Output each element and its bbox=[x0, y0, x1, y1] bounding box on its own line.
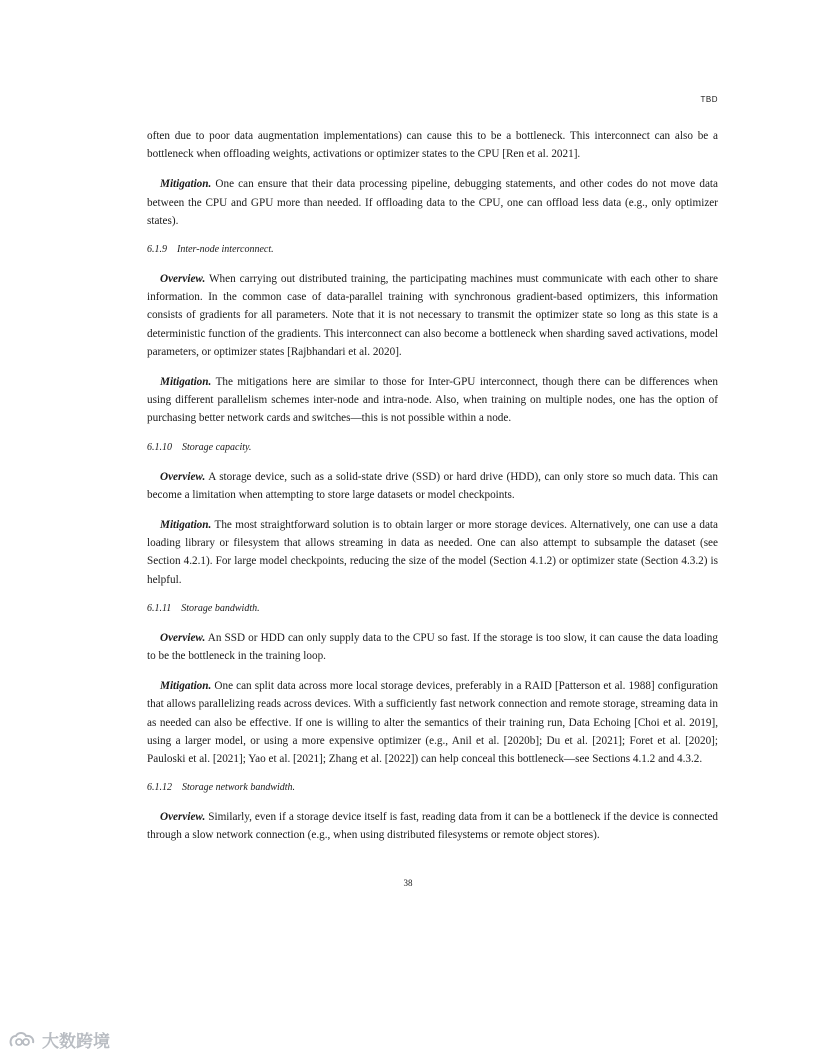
paragraph: Overview. When carrying out distributed training, the participating machines must communicate with each other to share information. In the common case of data-parallel training with synchronous gradient-based optimizers, this information consists of gradients for all parameters. Note that it is not necessary to transmit the optimizer state so long as this state is a deterministic function of the gradients. This interconnect can also become a bottleneck when sharding saved activations, model parameters, or optimizer states [Rajbhandari et al. 2020]. bbox=[147, 273, 718, 358]
run-in-heading: Mitigation. bbox=[160, 376, 212, 389]
subsection-heading: 6.1.11 Storage bandwidth. bbox=[147, 602, 260, 614]
run-in-heading: Mitigation. bbox=[160, 680, 212, 693]
paragraph: Overview. Similarly, even if a storage device itself is fast, reading data from it can be a bottleneck if the device is connected through a slow network connection (e.g., when using distributed filesystems or remote object stores). bbox=[147, 811, 719, 842]
paragraph: Mitigation. One can ensure that their data processing pipeline, debugging statements, and other codes do not move data between the CPU and GPU more than needed. If offloading data to the CPU, one can offload less data (e.g., only optimizer states). bbox=[147, 178, 719, 227]
run-in-heading: Mitigation. bbox=[160, 519, 212, 532]
watermark-text: 大数跨境 bbox=[42, 1032, 110, 1052]
subsection-heading: 6.1.9 Inter-node interconnect. bbox=[147, 244, 274, 256]
page-body bbox=[147, 127, 718, 857]
run-in-heading: Mitigation. bbox=[160, 178, 212, 191]
paragraph: Overview. An SSD or HDD can only supply data to the CPU so fast. If the storage is too slow, it can cause the data loading to be the bottleneck in the training loop. bbox=[147, 631, 718, 663]
page-number: 38 bbox=[403, 878, 413, 888]
paragraph: Mitigation. The most straightforward solution is to obtain larger or more storage devices. Alternatively, one can use a data loading library or filesystem that allows streaming in data as needed. One can also attempt to subsample the dataset (see Section 4.2.1). For large model checkpoints, reducing the size of the model (Section 4.1.2) or optimizer state (Section 4.3.2) is helpful. bbox=[147, 519, 718, 586]
running-head: TBD bbox=[700, 95, 718, 104]
run-in-heading: Overview. bbox=[160, 631, 206, 644]
run-in-heading: Overview. bbox=[160, 811, 206, 824]
run-in-heading: Overview. bbox=[160, 470, 206, 483]
watermark-logo-icon bbox=[8, 1030, 38, 1050]
watermark bbox=[8, 1027, 110, 1052]
paragraph: Overview. A storage device, such as a solid-state drive (SSD) or hard drive (HDD), can only store so much data. This can become a limitation when attempting to store large datasets or model checkpoints. bbox=[147, 470, 718, 501]
run-in-heading: Overview. bbox=[160, 273, 206, 286]
paragraph: Mitigation. One can split data across more local storage devices, preferably in a RAID [Patterson et al. 1988] configuration that allows parallelizing reads across devices. With a sufficiently fast network connection and remote storage, streaming data in as needed can also be effective. If one is willing to alter the semantics of their training run, Data Echoing [Choi et al. 2019], using a larger model, or using a more expensive optimizer (e.g., Anil et al. [2020b]; Du et al. [2021]; Foret et al. [2020]; Pauloski et al. [2021]; Yao et al. [2021]; Zhang et al. [2022]) can help conceal this bottleneck—see Sections 4.1.2 and 4.3.2. bbox=[147, 680, 718, 766]
subsection-heading: 6.1.10 Storage capacity. bbox=[147, 441, 252, 453]
paragraph: often due to poor data augmentation implementations) can cause this to be a bottleneck. This interconnect can also be a bottleneck when offloading weights, activations or optimizer states to the CPU [Ren et al. 2021]. bbox=[147, 130, 718, 161]
subsection-heading: 6.1.12 Storage network bandwidth. bbox=[147, 782, 296, 794]
paragraph: Mitigation. The mitigations here are similar to those for Inter-GPU interconnect, though there can be differences when using different parallelism schemes inter-node and intra-node. Also, when training on multiple nodes, one has the option of purchasing better network cards and switches—this is not possible within a node. bbox=[147, 376, 718, 425]
